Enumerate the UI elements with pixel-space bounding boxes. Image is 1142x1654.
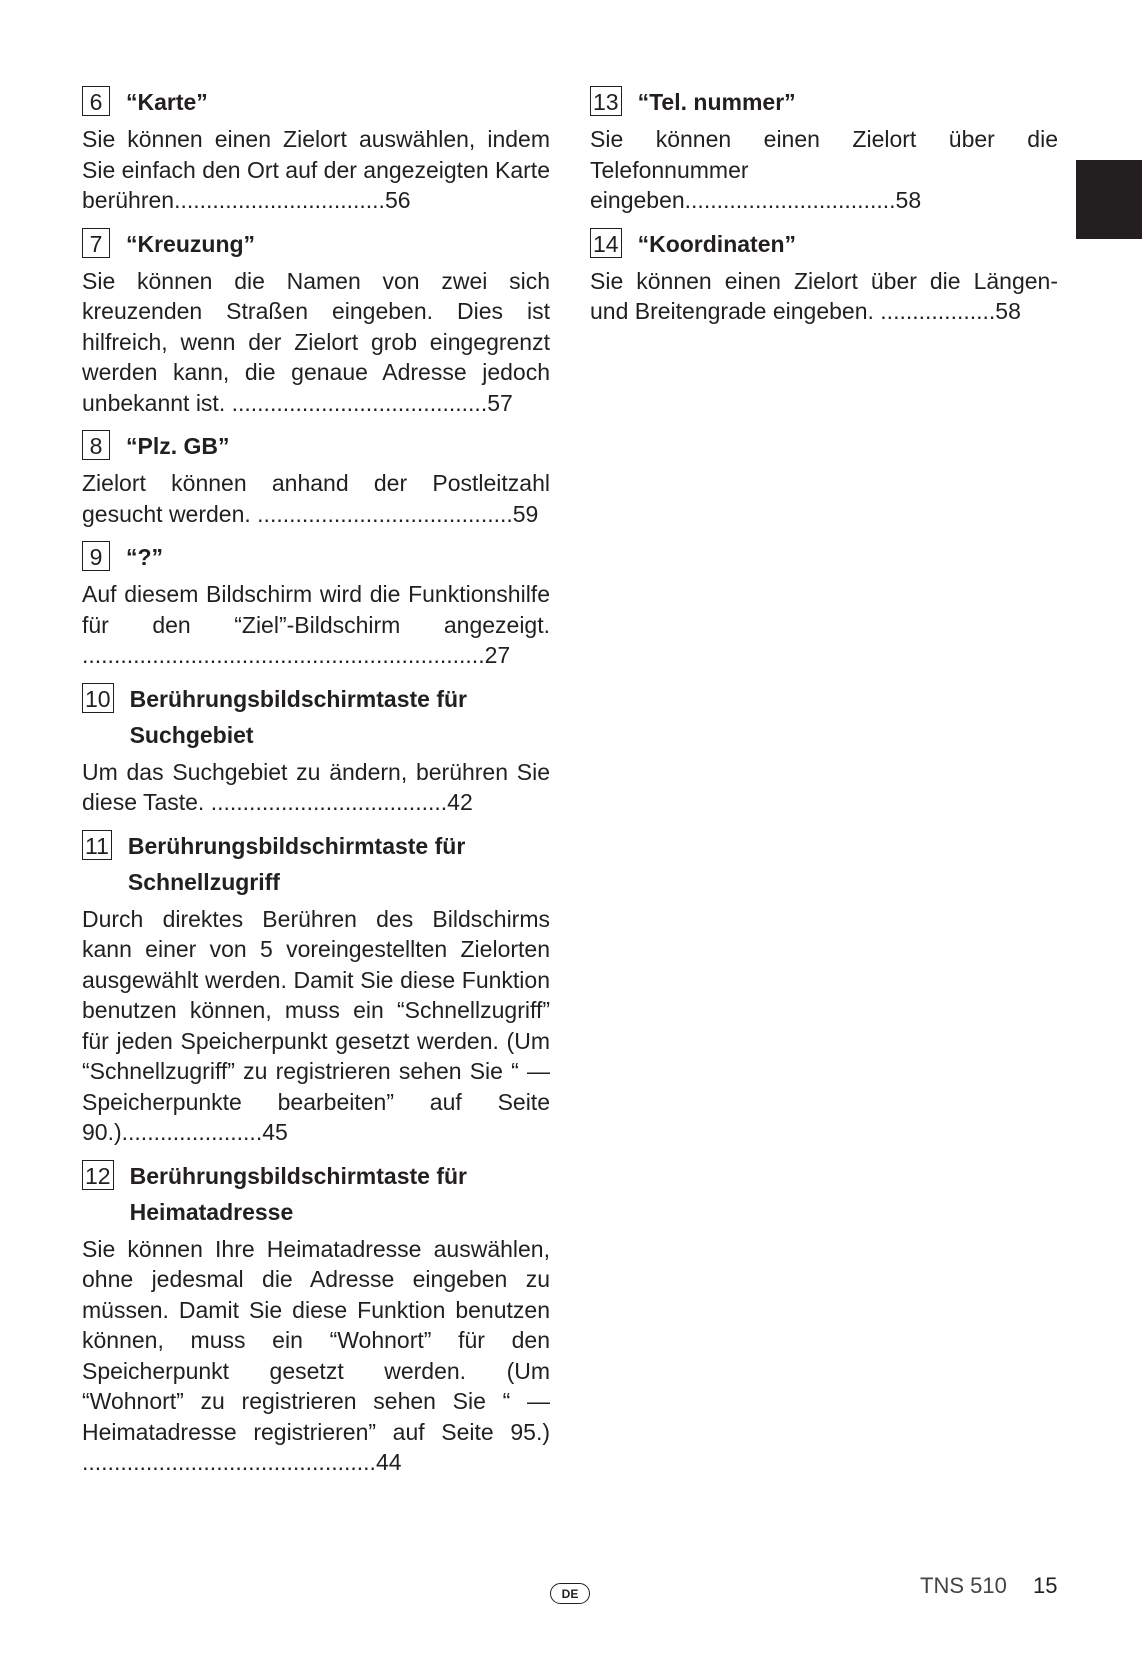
entry-10 [82, 681, 550, 818]
entry-text: Auf diesem Bildschirm wird die Funktionshilfe für den “Ziel”-Bildschirm angezeigt. ...............................................................27 [82, 581, 550, 668]
entry-text: Sie können einen Zielort auswählen, indem Sie einfach den Ort auf der angezeigten Karte berühren.................................56 [82, 126, 550, 213]
entry-title: “Karte” [126, 89, 208, 115]
entry-14 [590, 226, 1058, 327]
entry-number: 12 [82, 1160, 114, 1190]
entry-text: Zielort können anhand der Postleitzahl gesucht werden. ........................................59 [82, 470, 550, 527]
left-column [82, 84, 550, 1488]
entry-text: Sie können einen Zielort über die Längen- und Breitengrade eingeben. ..................58 [590, 267, 1058, 324]
entry-text: Durch direktes Berühren des Bildschirms kann einer von 5 voreingestellten Zielorten ausgewählt werden. Damit Sie diese Funktion benutzen können, muss ein “Schnellzugriff” für jeden Speicherpunkt gesetzt werden. (Um “Schnellzugriff” zu registrieren sehen Sie “ — Speicherpunkte bearbeiten” auf Seite 90.)......................45 [82, 905, 550, 1145]
entry-11 [82, 828, 550, 1148]
entry-title: “Tel. nummer” [637, 89, 796, 115]
entry-title: Berührungsbildschirmtaste für Schnellzugriff [127, 832, 466, 895]
language-badge: DE [550, 1583, 590, 1604]
entry-title: “Koordinaten” [637, 230, 797, 257]
entry-title: “Kreuzung” [126, 230, 256, 257]
entry-12 [82, 1158, 550, 1478]
entry-text: Sie können die Namen von zwei sich kreuzenden Straßen eingeben. Dies ist hilfreich, wenn der Zielort grob eingegrenzt werden kann, die genaue Adresse jedoch unbekannt ist. ........................................57 [82, 267, 550, 416]
entry-title: Berührungsbildschirmtaste für Heimatadresse [129, 1162, 467, 1225]
entry-text: Um das Suchgebiet zu ändern, berühren Sie diese Taste. .....................................42 [82, 758, 550, 815]
entry-number: 13 [590, 86, 622, 116]
entry-13 [590, 84, 1058, 216]
entry-9 [82, 539, 550, 671]
entry-number: 9 [82, 541, 110, 571]
entry-7 [82, 226, 550, 419]
entry-text: Sie können einen Zielort über die Telefonnummer eingeben.................................58 [590, 126, 1058, 213]
entry-number: 10 [82, 683, 114, 713]
entry-8 [82, 428, 550, 529]
right-column [590, 84, 1058, 337]
model-name: TNS 510 [920, 1573, 1007, 1598]
entry-number: 6 [82, 86, 110, 116]
entry-text: Sie können Ihre Heimatadresse auswählen, ohne jedesmal die Adresse eingeben zu müssen. Damit Sie diese Funktion benutzen können, muss ein “Wohnort” für den Speicherpunkt gesetzt werden. (Um “Wohnort” zu registrieren sehen Sie “ — Heimatadresse registrieren” auf Seite 95.) ..............................................44 [82, 1235, 550, 1475]
entry-number: 11 [82, 830, 112, 860]
entry-title: Berührungsbildschirmtaste für Suchgebiet [129, 685, 467, 748]
entry-number: 8 [82, 430, 110, 460]
entry-title: “Plz. GB” [126, 433, 230, 459]
entry-6 [82, 84, 550, 216]
section-tab-marker [1076, 160, 1142, 239]
entry-number: 14 [590, 228, 622, 258]
entry-number: 7 [82, 228, 110, 258]
entry-title: “?” [126, 544, 164, 570]
page-number: 15 [1033, 1573, 1058, 1598]
